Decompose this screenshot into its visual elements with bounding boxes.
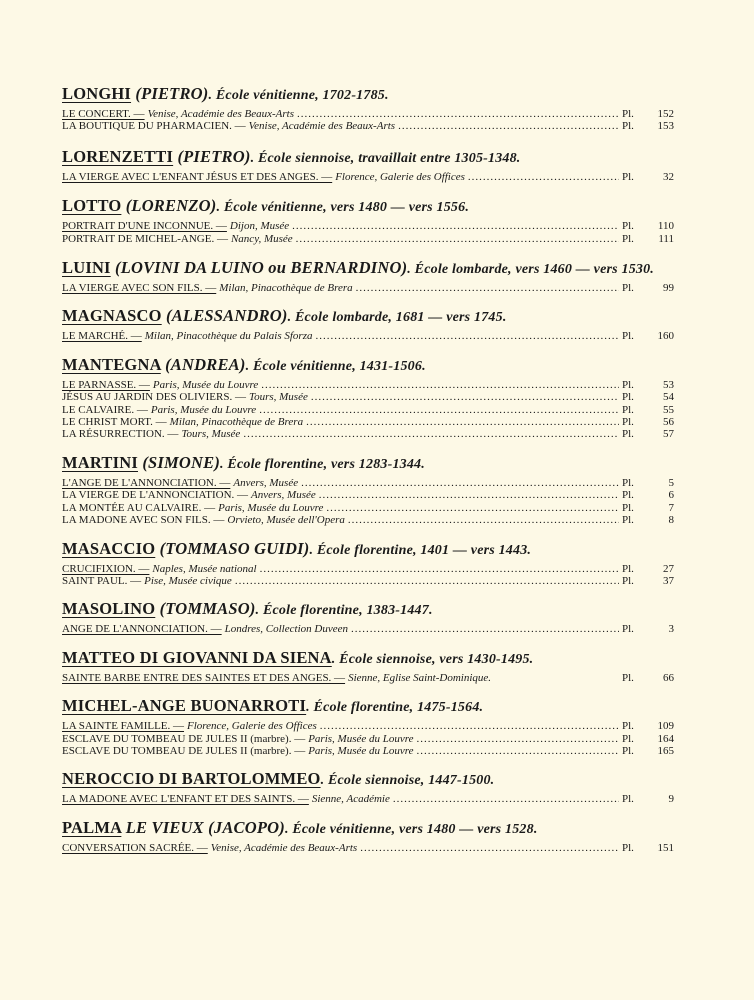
works-list	[62, 793, 674, 805]
artist-name: LONGHI	[62, 84, 132, 103]
work-location: Venise, Académie des Beaux-Arts	[147, 108, 294, 120]
work-title: CRUCIFIXION. —	[62, 562, 150, 575]
plate-label: Pl.	[622, 120, 634, 133]
plate-number: 37	[663, 574, 674, 587]
artist-school: . École siennoise, vers 1430-1495.	[331, 651, 534, 667]
plate-label: Pl.	[622, 428, 634, 441]
work-title: LE PARNASSE. —	[62, 378, 150, 391]
artist-name: PALMA	[62, 817, 122, 837]
plate-number: 164	[657, 732, 674, 745]
work-title: LA SAINTE FAMILLE. —	[62, 720, 185, 733]
plate-reference	[622, 379, 674, 391]
artist-entry	[62, 453, 674, 527]
plate-label: Pl.	[622, 378, 634, 391]
work-title: PORTRAIT D'UNE INCONNUE. —	[62, 220, 227, 233]
artist-name: MASACCIO	[62, 538, 156, 558]
artist-given-name: (ALESSANDRO)	[166, 306, 288, 326]
plate-number: 110	[657, 220, 674, 233]
work-location: Venise, Académie des Beaux-Arts	[210, 841, 358, 854]
artist-name: MICHEL-ANGE BUONARROTI	[62, 696, 307, 716]
plate-reference	[622, 233, 674, 245]
artist-school: . École florentine, 1383-1447.	[255, 603, 433, 619]
work-row	[62, 842, 674, 854]
work-row	[62, 379, 674, 391]
work-location: Paris, Musée du Louvre	[308, 744, 414, 757]
plate-number: 9	[668, 793, 674, 806]
plate-reference	[622, 672, 674, 684]
work-row	[62, 404, 674, 416]
work-row	[62, 428, 674, 440]
plate-number: 111	[658, 232, 674, 245]
work-location: Florence, Galerie des Offices	[335, 170, 465, 183]
works-list	[62, 842, 674, 854]
work-title: LE MARCHÉ. —	[62, 330, 142, 343]
work-title: JÉSUS AU JARDIN DES OLIVIERS. —	[62, 391, 246, 404]
plate-label: Pl.	[622, 841, 634, 854]
plate-reference	[622, 477, 674, 489]
plate-label: Pl.	[622, 391, 634, 404]
work-location: Sienne, Eglise Saint-Dominique.	[348, 671, 492, 684]
dot-leader	[311, 391, 619, 403]
artist-heading	[62, 818, 674, 839]
plate-reference	[622, 745, 674, 757]
plate-number: 53	[663, 378, 674, 391]
work-title: L'ANGE DE L'ANNONCIATION. —	[62, 476, 231, 489]
artist-school: . École lombarde, vers 1460 — vers 1530.	[407, 262, 655, 278]
artist-entry	[62, 818, 674, 854]
artist-name: MAGNASCO	[62, 306, 162, 326]
artist-entry	[62, 539, 674, 588]
artist-given-name: (ANDREA)	[165, 354, 246, 374]
works-list	[62, 171, 674, 183]
plate-reference	[622, 416, 674, 428]
artist-given-name: (PIETRO)	[135, 84, 209, 103]
dot-leader	[393, 793, 619, 805]
plate-number: 160	[657, 330, 674, 343]
work-location: Pise, Musée civique	[144, 574, 232, 587]
dot-leader	[243, 428, 619, 440]
artist-entry	[62, 258, 674, 294]
work-title: LE CONCERT. —	[62, 108, 145, 120]
work-location: Nancy, Musée	[230, 232, 293, 245]
plate-label: Pl.	[622, 108, 634, 120]
work-location: Sienne, Académie	[311, 793, 390, 806]
artist-school: . École lombarde, 1681 — vers 1745.	[287, 310, 507, 326]
dot-leader	[417, 733, 619, 745]
work-location: Paris, Musée du Louvre	[218, 501, 324, 514]
plate-reference	[622, 502, 674, 514]
dot-leader	[356, 282, 619, 294]
artist-given-name: (LORENZO)	[125, 196, 217, 216]
artist-entry	[62, 769, 674, 805]
plate-label: Pl.	[622, 732, 634, 745]
work-row	[62, 233, 674, 245]
plate-label: Pl.	[622, 720, 634, 733]
works-list	[62, 623, 674, 635]
dot-leader	[306, 416, 619, 428]
work-row	[62, 282, 674, 294]
work-row	[62, 391, 674, 403]
artist-school: . École siennoise, 1447-1500.	[320, 773, 495, 789]
artist-name: LUINI	[62, 258, 111, 278]
plate-reference	[622, 171, 674, 183]
plate-reference	[622, 623, 674, 635]
artist-name: LOTTO	[62, 196, 122, 216]
work-title: LA VIERGE DE L'ANNONCIATION. —	[62, 489, 249, 502]
dot-leader	[468, 171, 619, 183]
work-row	[62, 416, 674, 428]
artist-heading	[62, 696, 674, 717]
plate-number: 66	[663, 671, 674, 684]
plate-number: 7	[668, 501, 674, 514]
work-location: Paris, Musée du Louvre	[308, 732, 414, 745]
artist-heading	[62, 84, 674, 105]
plate-reference	[622, 733, 674, 745]
work-title: LA BOUTIQUE DU PHARMACIEN. —	[62, 120, 246, 133]
work-row	[62, 672, 674, 684]
plate-label: Pl.	[622, 514, 634, 527]
work-row	[62, 514, 674, 526]
work-title: SAINT PAUL. —	[62, 574, 142, 587]
artist-name: LORENZETTI	[62, 146, 174, 166]
work-title: ESCLAVE DU TOMBEAU DE JULES II (marbre). —	[62, 744, 306, 757]
work-row	[62, 563, 674, 575]
dot-leader	[260, 563, 619, 575]
artist-heading	[62, 453, 674, 474]
artist-heading	[62, 539, 674, 560]
artist-heading	[62, 258, 674, 279]
dot-leader	[315, 330, 619, 342]
artist-school: . École vénitienne, 1431-1506.	[245, 358, 426, 374]
plate-label: Pl.	[622, 623, 634, 636]
plate-label: Pl.	[622, 220, 634, 233]
dot-leader	[292, 220, 619, 232]
work-location: Milan, Pinacothèque de Brera	[169, 416, 304, 429]
plate-label: Pl.	[622, 232, 634, 245]
artist-heading	[62, 306, 674, 327]
artist-heading	[62, 147, 674, 168]
artist-given-name: LE VIEUX (JACOPO)	[125, 817, 285, 837]
dot-leader	[259, 404, 619, 416]
work-row	[62, 720, 674, 732]
plate-label: Pl.	[622, 476, 634, 489]
dot-leader	[417, 745, 619, 757]
work-title: LA MADONE AVEC L'ENFANT ET DES SAINTS. —	[62, 793, 309, 806]
plate-number: 152	[657, 108, 674, 120]
dot-leader	[398, 120, 619, 132]
plate-reference	[622, 282, 674, 294]
dot-leader	[297, 108, 619, 120]
plate-number: 109	[657, 720, 674, 733]
plate-label: Pl.	[622, 562, 634, 575]
plate-number: 8	[668, 514, 674, 527]
work-location: Paris, Musée du Louvre	[150, 403, 257, 416]
work-row	[62, 489, 674, 501]
plate-reference	[622, 489, 674, 501]
artist-entry	[62, 196, 674, 245]
work-title: PORTRAIT DE MICHEL-ANGE. —	[62, 232, 228, 245]
artist-name: MASOLINO	[62, 599, 156, 619]
dot-leader	[261, 379, 619, 391]
plate-label: Pl.	[622, 574, 634, 587]
plate-reference	[622, 575, 674, 587]
works-list	[62, 672, 674, 684]
plate-label: Pl.	[622, 501, 634, 514]
artist-entry	[62, 696, 674, 757]
work-title: ESCLAVE DU TOMBEAU DE JULES II (marbre). —	[62, 732, 306, 745]
plate-number: 54	[663, 391, 674, 404]
work-row	[62, 733, 674, 745]
works-list	[62, 108, 674, 133]
dot-leader	[326, 502, 619, 514]
dot-leader	[320, 720, 619, 732]
dot-leader	[360, 842, 619, 854]
plate-reference	[622, 120, 674, 132]
work-title: LE CHRIST MORT. —	[62, 416, 167, 429]
work-location: Florence, Galerie des Offices	[187, 720, 317, 733]
plate-label: Pl.	[622, 330, 634, 343]
work-title: LA MADONE AVEC SON FILS. —	[62, 514, 225, 527]
plate-label: Pl.	[622, 671, 634, 684]
plate-number: 6	[668, 489, 674, 502]
plate-label: Pl.	[622, 170, 634, 183]
work-row	[62, 330, 674, 342]
work-location: Tours, Musée	[181, 428, 241, 441]
artist-name: MARTINI	[62, 452, 138, 472]
works-list	[62, 330, 674, 342]
artist-heading	[62, 769, 674, 790]
works-list	[62, 720, 674, 757]
plate-number: 57	[663, 428, 674, 441]
artist-heading	[62, 355, 674, 376]
plate-number: 165	[657, 744, 674, 757]
artist-given-name: (LOVINI DA LUINO ou BERNARDINO)	[115, 258, 408, 278]
work-row	[62, 623, 674, 635]
plate-reference	[622, 720, 674, 732]
work-row	[62, 171, 674, 183]
plate-number: 55	[663, 403, 674, 416]
work-title: LE CALVAIRE. —	[62, 403, 148, 416]
artist-name: MATTEO DI GIOVANNI DA SIENA	[62, 647, 332, 667]
work-title: CONVERSATION SACRÉE. —	[62, 841, 208, 854]
dot-leader	[319, 489, 619, 501]
work-location: Milan, Pinacothèque de Brera	[219, 282, 353, 295]
plate-reference	[622, 391, 674, 403]
work-location: Tours, Musée	[248, 391, 308, 404]
plate-label: Pl.	[622, 416, 634, 429]
plate-number: 32	[663, 170, 674, 183]
artist-entry	[62, 599, 674, 635]
work-location: Orvieto, Musée dell'Opera	[227, 514, 345, 527]
artist-heading	[62, 648, 674, 669]
work-title: SAINTE BARBE ENTRE DES SAINTES ET DES ANGES. —	[62, 671, 346, 684]
work-title: LA RÉSURRECTION. —	[62, 428, 179, 441]
artist-heading	[62, 196, 674, 217]
plate-reference	[622, 514, 674, 526]
artist-given-name: (TOMMASO)	[159, 599, 256, 619]
artist-name: NEROCCIO DI BARTOLOMMEO	[62, 769, 321, 789]
works-list	[62, 282, 674, 294]
work-title: LA MONTÉE AU CALVAIRE. —	[62, 501, 216, 514]
dot-leader	[296, 233, 619, 245]
artist-school: . École florentine, 1475-1564.	[306, 700, 484, 716]
work-row	[62, 120, 674, 132]
work-title: ANGE DE L'ANNONCIATION. —	[62, 623, 222, 636]
work-location: Milan, Pinacothèque du Palais Sforza	[144, 330, 313, 343]
plate-reference	[622, 330, 674, 342]
work-location: Venise, Académie des Beaux-Arts	[248, 120, 396, 133]
artist-school: . École vénitienne, vers 1480 — vers 1556.	[216, 200, 470, 216]
work-row	[62, 502, 674, 514]
plate-reference	[622, 563, 674, 575]
artist-school: . École siennoise, travaillait entre 1305-1348.	[250, 150, 521, 166]
dot-leader	[235, 575, 619, 587]
work-row	[62, 477, 674, 489]
works-list	[62, 220, 674, 245]
plate-label: Pl.	[622, 744, 634, 757]
plate-number: 27	[663, 562, 674, 575]
work-location: Naples, Musée national	[152, 562, 257, 575]
artist-heading	[62, 599, 674, 620]
plate-number: 99	[663, 282, 674, 295]
works-list	[62, 477, 674, 527]
work-location: Paris, Musée du Louvre	[152, 378, 259, 391]
work-location: Londres, Collection Duveen	[224, 623, 348, 636]
plate-reference	[622, 793, 674, 805]
work-title: LA VIERGE AVEC SON FILS. —	[62, 282, 217, 295]
works-list	[62, 563, 674, 588]
artist-index	[62, 84, 674, 854]
artist-entry	[62, 306, 674, 342]
artist-given-name: (TOMMASO GUIDI)	[159, 538, 310, 558]
plate-number: 3	[668, 623, 674, 636]
plate-reference	[622, 428, 674, 440]
plate-number: 153	[657, 120, 674, 133]
plate-label: Pl.	[622, 403, 634, 416]
plate-number: 151	[657, 841, 674, 854]
work-row	[62, 745, 674, 757]
work-row	[62, 108, 674, 120]
artist-school: . École vénitienne, vers 1480 — vers 1528.	[284, 821, 538, 837]
artist-entry	[62, 84, 674, 133]
plate-reference	[622, 404, 674, 416]
plate-reference	[622, 842, 674, 854]
plate-label: Pl.	[622, 282, 634, 295]
artist-school: . École vénitienne, 1702-1785.	[208, 88, 389, 103]
dot-leader	[301, 477, 619, 489]
artist-given-name: (PIETRO)	[177, 146, 251, 166]
work-location: Anvers, Musée	[251, 489, 316, 502]
plate-number: 5	[668, 476, 674, 489]
artist-entry	[62, 648, 674, 684]
plate-number: 56	[663, 416, 674, 429]
artist-entry	[62, 355, 674, 441]
work-location: Anvers, Musée	[233, 476, 299, 489]
work-title: LA VIERGE AVEC L'ENFANT JÉSUS ET DES ANGES. —	[62, 170, 333, 183]
artist-school: . École florentine, vers 1283-1344.	[220, 456, 425, 472]
work-location: Dijon, Musée	[229, 220, 290, 233]
artist-entry	[62, 147, 674, 183]
plate-label: Pl.	[622, 793, 634, 806]
plate-reference	[622, 220, 674, 232]
plate-reference	[622, 108, 674, 120]
plate-label: Pl.	[622, 489, 634, 502]
dot-leader	[348, 514, 619, 526]
work-row	[62, 575, 674, 587]
artist-name: MANTEGNA	[62, 354, 161, 374]
works-list	[62, 379, 674, 441]
artist-given-name: (SIMONE)	[142, 452, 221, 472]
artist-school: . École florentine, 1401 — vers 1443.	[309, 542, 532, 558]
work-row	[62, 220, 674, 232]
dot-leader	[351, 623, 619, 635]
work-row	[62, 793, 674, 805]
